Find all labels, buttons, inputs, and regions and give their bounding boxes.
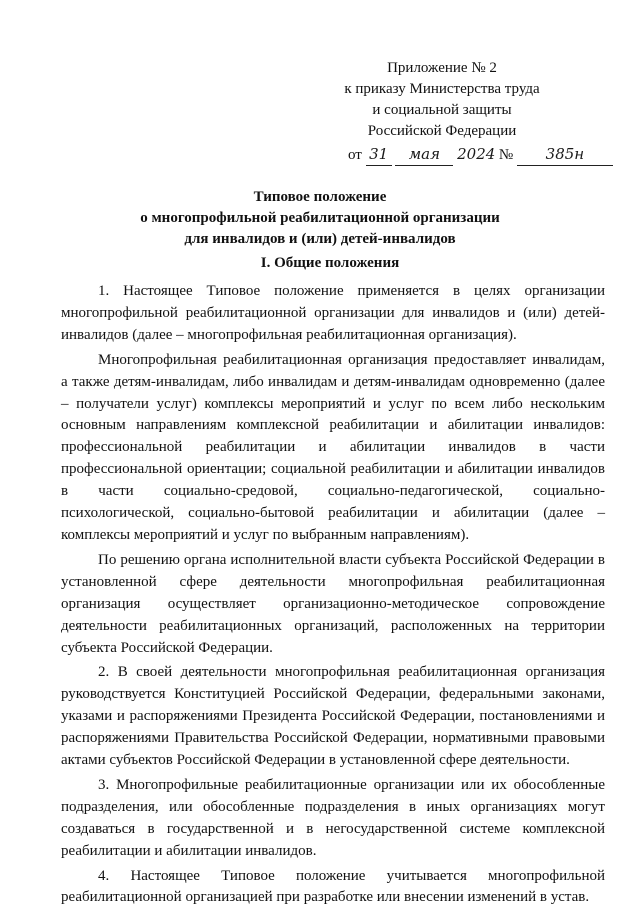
date-prefix: от — [348, 147, 362, 163]
appendix-block — [322, 58, 562, 142]
appendix-country-line: Российской Федерации — [367, 123, 517, 139]
title-line-3: для инвалидов и (или) детей-инвалидов — [184, 231, 456, 247]
document-title — [60, 187, 580, 250]
appendix-ministry-line: и социальной защиты — [372, 102, 512, 118]
paragraph-6: 4. Настоящее Типовое положение учитывается многопрофильной реабилитационной организацией при разработке или внесении изменений в устав. — [61, 867, 605, 906]
paragraph-4: 2. В своей деятельности многопрофильная реабилитационная организация руководствуется Конституцией Российской Федерации, федеральными законами, указами и распоряжениями Президента Российской Федерации, постановлениями и распоряжениями Правительства Российской Федерации, нормативными правовыми актами субъектов Российской Федерации в установленной сфере деятельности. — [61, 664, 605, 769]
document-body — [61, 281, 605, 912]
handwritten-month: мая — [395, 144, 453, 166]
title-line-1: Типовое положение — [253, 189, 387, 205]
handwritten-year: 2024 — [457, 145, 496, 163]
number-label: № — [498, 147, 514, 163]
appendix-order-ref: к приказу Министерства труда — [344, 81, 540, 97]
paragraph-5: 3. Многопрофильные реабилитационные организации или их обособленные подразделения, или обособленные подразделения в иных организациях могут создаваться в государственной и в негосударственной системе комплексной реабилитации и абилитации инвалидов. — [61, 776, 605, 859]
section-heading: I. Общие положения — [260, 255, 400, 271]
appendix-title: Приложение № 2 — [387, 60, 497, 76]
paragraph-2: Многопрофильная реабилитационная организация предоставляет инвалидам, а также детям-инвалидам, либо инвалидам и детям-инвалидам одновременно (далее – получатели услуг) комплексы мероприятий и услуг по всем либо нескольким основным направлениям комплексной реабилитации и абилитации инвалидов: профессиональной реабилитации и абилитации инвалидов в части профессиональной ориентации; социальной реабилитации и абилитации инвалидов в части социально-средовой, социально-педагогической, социально-психологической, социально-бытовой реабилитации и абилитации (далее – комплексы мероприятий и услуг по выбранным направлениям). — [61, 351, 605, 543]
paragraph-1: 1. Настоящее Типовое положение применяется в целях организации многопрофильной реабилитационной организации для инвалидов и (или) детей-инвалидов (далее – многопрофильная реабилитационная организация). — [61, 283, 605, 343]
title-line-2: о многопрофильной реабилитационной организации — [140, 210, 500, 226]
handwritten-day: 31 — [366, 144, 392, 166]
order-date-line — [348, 144, 588, 166]
handwritten-order-number: 385н — [517, 144, 613, 166]
paragraph-3: По решению органа исполнительной власти субъекта Российской Федерации в установленной сфере деятельности многопрофильная реабилитационная организация осуществляет организационно-методическое сопровождение деятельности реабилитационных организаций, расположенных на территории субъекта Российской Федерации. — [61, 551, 605, 656]
